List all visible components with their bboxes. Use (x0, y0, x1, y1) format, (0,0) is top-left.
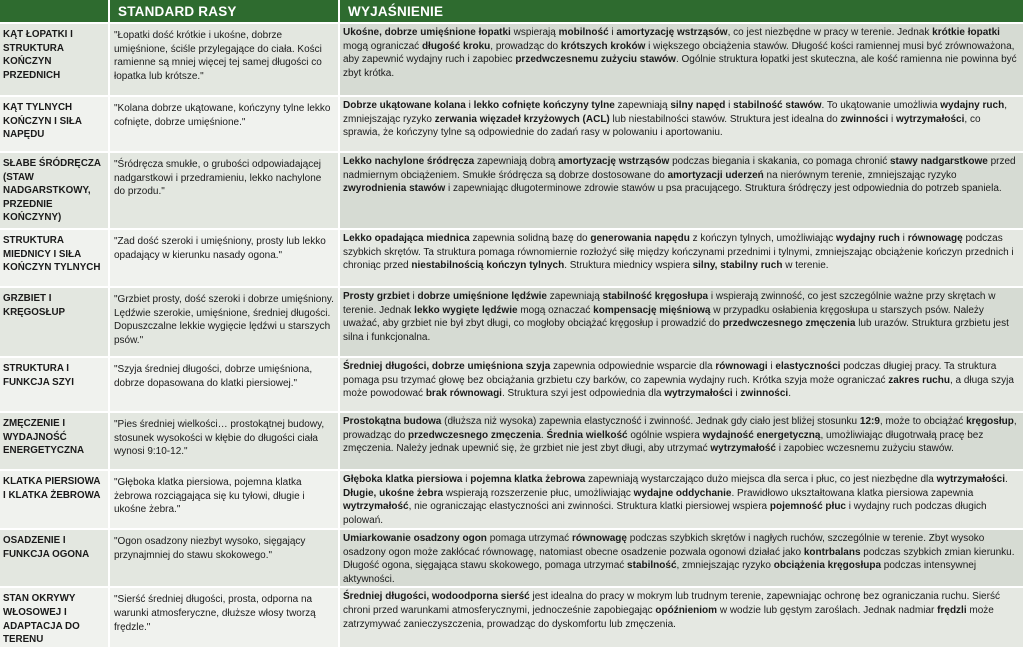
table-row (0, 411, 1023, 469)
explanation-emphasis: silny napęd (670, 100, 726, 111)
explanation-text: i wydajny ruch podczas długich polowań. (343, 501, 987, 526)
explanation-emphasis: pojemna klatka żebrowa (470, 474, 586, 485)
explanation-text: i zapewniając długoterminowe zdrowie stawów u psa pracującego. Struktura śródręczy jest odpowiednia do potrzeb spaniela. (445, 183, 1002, 195)
row-explanation (340, 411, 1023, 469)
explanation-text: może zatrzymywać zanieczyszczenia, prowadząc do dyskomfortu lub zmęczenia. (343, 604, 994, 630)
table-row (0, 469, 1023, 528)
row-explanation (340, 356, 1023, 411)
explanation-text: podczas szybkich skrętów. Ta struktura pomaga równomiernie rozłożyć siłę między kończynami przednimi i tylnymi, zmniejszając obciążenie kończyn przednich i chroniąc przed (343, 233, 1014, 272)
explanation-text: . Struktura szyi jest odpowiednia dla (501, 388, 665, 400)
explanation-text: i wspierają zwinność, co jest szczególnie ważne przy skrętach w terenie. Jednak (343, 291, 996, 316)
explanation-text: , prowadząc do (343, 416, 1017, 441)
explanation-emphasis: wydajny ruch (836, 233, 900, 244)
explanation-emphasis: generowania napędu (590, 233, 690, 244)
explanation-text: i (767, 361, 776, 372)
row-category: STAN OKRYWY WŁOSOWEJ I ADAPTACJA DO TERENU (0, 586, 110, 646)
explanation-emphasis: stabilność (627, 560, 677, 572)
explanation-emphasis: mobilność (558, 27, 609, 38)
row-category: ZMĘCZENIE I WYDAJNOŚĆ ENERGETYCZNA (0, 411, 110, 469)
explanation-text: i (732, 388, 741, 400)
table-row (0, 356, 1023, 411)
explanation-text: podczas szybkich skrętów i nagłych ruchów, szczególnie w terenie. Zbyt wysoko osadzony ogon może zakłócać równowagę, natomiast obecne osadzenie pozwala ogonowi działać jako (343, 533, 985, 558)
explanation-emphasis: niestabilnością kończyn tylnych (411, 260, 565, 272)
explanation-text: . (788, 388, 791, 400)
explanation-text: podczas szybkich zmian kierunku. Długość ogona, sięgająca stawu skokowego, pomaga utrzymać (343, 546, 1015, 572)
explanation-text: i (725, 100, 734, 111)
explanation-text: (dłuższa niż wysoka) zapewnia elastyczność i zwinność. Jednak gdy ciało jest bliżej stosunku (441, 416, 860, 427)
explanation-text: zapewniają wystarczająco dużo miejsca dla serca i płuc, co jest niezbędne dla (585, 474, 937, 485)
row-standard: "Głęboka klatka piersiowa, pojemna klatka żebrowa rozciągająca się ku tyłowi, długie i ukośne żebra." (110, 469, 340, 528)
explanation-text: i (465, 100, 474, 111)
row-standard: "Kolana dobrze ukątowane, kończyny tylne lekko cofnięte, dobrze umięśnione." (110, 95, 340, 151)
explanation-text: przed nadmiernym obciążeniem. Smukłe śródręcza są dobrze dostosowane do (343, 156, 1016, 181)
explanation-text: zapewniają dobrą (474, 156, 559, 167)
explanation-emphasis: 12:9 (859, 416, 880, 427)
row-standard: "Pies średniej wielkości… prostokątnej budowy, stosunek wysokości w kłębie do długości ciała wynosi 9:10-12." (110, 411, 340, 469)
explanation-emphasis: zwinności (740, 388, 789, 400)
explanation-emphasis: wytrzymałość (710, 443, 776, 455)
explanation-text: , a długa szyja może powodować (343, 374, 1014, 400)
explanation-text: zapewnia solidną bazę do (469, 233, 591, 244)
explanation-text: na nierównym terenie, zmniejszając ryzyko (763, 169, 957, 181)
explanation-emphasis: przedwczesnemu zużyciu stawów (515, 54, 676, 66)
explanation-text: podczas długiej pracy. Ta struktura pomaga psu trzymać głowę bez obciążania grzbietu czy barków, co zapewnia wydajny ruch. Krótka szyja może ograniczać (343, 361, 997, 386)
explanation-emphasis: Ukośne, dobrze umięśnione łopatki (343, 27, 511, 38)
explanation-emphasis: brak równowagi (425, 388, 502, 400)
explanation-text: i (608, 27, 617, 38)
explanation-text: lub urazów. Struktura grzbietu jest silna i funkcjonalna. (343, 318, 1009, 343)
explanation-emphasis: Długie, ukośne żebra (343, 487, 444, 499)
explanation-text: zapewnia odpowiednie wsparcie dla (550, 361, 716, 372)
explanation-text: , umożliwiając długotrwałą pracę bez zmęczenia. Należy jednak upewnić się, że grzbiet nie jest zbyt długi, aby utrzymać (343, 429, 984, 455)
header-explanation: WYJAŚNIENIE (340, 0, 1023, 22)
row-category: STRUKTURA I FUNKCJA SZYI (0, 356, 110, 411)
explanation-emphasis: wytrzymałości (896, 113, 965, 125)
explanation-emphasis: kompensację mięśniową (593, 304, 711, 316)
explanation-text: lub niestabilności stawów. Struktura jest idealna do (609, 113, 841, 125)
row-explanation (340, 469, 1023, 528)
explanation-emphasis: Dobrze ukątowane kolana (343, 100, 466, 111)
explanation-emphasis: Prosty grzbiet (343, 291, 410, 302)
explanation-text: mogą oznaczać (517, 304, 594, 316)
explanation-text: w terenie. (782, 260, 829, 272)
row-category: GRZBIET I KRĘGOSŁUP (0, 286, 110, 356)
explanation-text: , co jest niezbędne w pracy w terenie. Jednak (727, 27, 933, 38)
explanation-emphasis: zwinności (840, 113, 889, 125)
header-standard: STANDARD RASY (110, 0, 340, 22)
explanation-emphasis: równowagę (571, 533, 627, 544)
explanation-emphasis: frędzli (937, 604, 967, 616)
explanation-emphasis: amortyzacji uderzeń (667, 169, 764, 181)
table-row (0, 151, 1023, 228)
table-row (0, 22, 1023, 95)
row-category: OSADZENIE I FUNKCJA OGONA (0, 528, 110, 586)
explanation-text: i (899, 233, 908, 244)
explanation-text: podczas biegania i skakania, co pomaga chronić (669, 156, 890, 167)
explanation-emphasis: Średnia wielkość (546, 429, 628, 441)
explanation-emphasis: Umiarkowanie osadzony ogon (343, 533, 487, 544)
explanation-text: . (540, 429, 547, 441)
explanation-emphasis: silny, stabilny ruch (692, 260, 783, 272)
explanation-text: , prowadząc do (490, 40, 561, 52)
explanation-text: . (1005, 474, 1008, 485)
explanation-text: pomaga utrzymać (486, 533, 572, 544)
explanation-emphasis: wytrzymałość (343, 501, 409, 513)
row-explanation (340, 151, 1023, 228)
row-explanation (340, 528, 1023, 586)
row-category: KĄT ŁOPATKI I STRUKTURA KOŃCZYN PRZEDNICH (0, 22, 110, 95)
explanation-emphasis: stawy nadgarstkowe (890, 156, 988, 167)
row-category: KLATKA PIERSIOWA I KLATKA ŻEBROWA (0, 469, 110, 528)
explanation-emphasis: Głęboka klatka piersiowa (343, 474, 463, 485)
explanation-emphasis: amortyzację wstrząsów (616, 27, 728, 38)
explanation-emphasis: wytrzymałości (664, 388, 733, 400)
explanation-emphasis: przedwczesnego zmęczenia (408, 429, 541, 441)
row-explanation (340, 95, 1023, 151)
table-row (0, 95, 1023, 151)
row-explanation (340, 228, 1023, 286)
explanation-text: i (462, 474, 471, 485)
explanation-emphasis: wydajne oddychanie (633, 487, 732, 499)
explanation-text: , co sprawia, że kończyny tylne są odpowiednie do zadań rasy w polowaniu i aportowaniu. (343, 113, 981, 139)
explanation-text: . Ogólnie struktura łopatki jest skuteczna, ale kość ramienna nie powinna być zbyt krótka. (343, 54, 1017, 79)
row-explanation (340, 22, 1023, 95)
explanation-text: i (409, 291, 418, 302)
explanation-emphasis: pojemność płuc (769, 501, 846, 513)
explanation-emphasis: równowagi (715, 361, 768, 372)
row-category: SŁABE ŚRÓDRĘCZA (STAW NADGARSTKOWY, PRZEDNIE KOŃCZYNY) (0, 151, 110, 228)
explanation-text: zapewniają (614, 100, 671, 111)
explanation-emphasis: stabilność kręgosłupa (602, 291, 709, 302)
explanation-emphasis: kontrbalans (803, 546, 861, 558)
row-standard: "Śródręcza smukłe, o grubości odpowiadającej nadgarstkowi i przedramieniu, lekko nachylone do przodu." (110, 151, 340, 228)
explanation-emphasis: kręgosłup (966, 416, 1014, 427)
row-standard: "Ogon osadzony niezbyt wysoko, sięgający przynajmniej do stawu skokowego." (110, 528, 340, 586)
explanation-text: . To ukątowanie umożliwia (821, 100, 941, 111)
table-row (0, 586, 1023, 646)
row-standard: "Sierść średniej długości, prosta, odporna na warunki atmosferyczne, dłuższe włosy tworzą frędzle." (110, 586, 340, 646)
explanation-emphasis: obciążenia kręgosłupa (773, 560, 882, 572)
explanation-emphasis: lekko wygięte lędźwie (414, 304, 518, 316)
row-explanation (340, 586, 1023, 646)
explanation-text: i zapobiec wczesnemu zużyciu stawów. (776, 443, 954, 455)
explanation-emphasis: opóźnieniom (655, 604, 718, 616)
explanation-text: . Struktura miednicy wspiera (564, 260, 693, 272)
explanation-emphasis: krótkie łopatki (932, 27, 1000, 38)
explanation-text: ogólnie wspiera (627, 429, 703, 441)
explanation-emphasis: Średniej długości, wodoodporna sierść (343, 591, 530, 603)
explanation-emphasis: Średniej długości, dobrze umięśniona szyja (343, 361, 551, 372)
header-category (0, 0, 110, 22)
table-row (0, 286, 1023, 356)
explanation-text: mogą ograniczać (343, 40, 422, 52)
explanation-text: w przypadku osłabienia kręgosłupa u starszych psów. Należy uważać, aby grzbiet nie był zbyt długi, co mogłoby obciążać kręgosłup i prowadzić do (343, 304, 984, 330)
explanation-text: z kończyn tylnych, umożliwiając (689, 233, 836, 244)
explanation-text: i większego obciążenia stawów. Długość kości ramiennej musi być zrównoważona, aby zapewnić wydajny ruch i zapobiec (343, 40, 1015, 66)
explanation-text: podczas intensywnej aktywności. (343, 560, 977, 585)
explanation-text: jest idealna do pracy w mokrym lub trudnym terenie, zapewniając ochronę bez ograniczania ruchu. Sierść chroni przed warunkami atmosferycznymi, jednocześnie zapobiegając (343, 591, 1000, 616)
explanation-text: . Prawidłowo ukształtowana klatka piersiowa zapewnia (731, 487, 974, 499)
explanation-text: zapewniają (546, 291, 603, 302)
explanation-emphasis: stabilność stawów (733, 100, 822, 111)
explanation-emphasis: zerwania więzadeł krzyżowych (ACL) (434, 113, 610, 125)
explanation-text: , zmniejszając ryzyko (343, 100, 1007, 125)
row-explanation (340, 286, 1023, 356)
explanation-emphasis: amortyzację wstrząsów (558, 156, 670, 167)
explanation-emphasis: wytrzymałości (936, 474, 1005, 485)
explanation-emphasis: przedwczesnego zmęczenia (722, 318, 856, 330)
explanation-text: , zmniejszając ryzyko (676, 560, 774, 572)
explanation-emphasis: równowagę (907, 233, 963, 244)
explanation-emphasis: Prostokątna budowa (343, 416, 442, 427)
row-standard: "Zad dość szeroki i umięśniony, prosty lub lekko opadający w kierunku nasady ogona." (110, 228, 340, 286)
explanation-emphasis: lekko cofnięte kończyny tylne (473, 100, 615, 111)
explanation-text: wspierają (510, 27, 559, 38)
explanation-emphasis: zwyrodnienia stawów (343, 183, 446, 195)
explanation-text: wspierają rozszerzenie płuc, umożliwiając (443, 487, 634, 499)
explanation-text: w wodzie lub gęstym zaroślach. Jednak nadmiar (717, 604, 938, 616)
explanation-emphasis: dobrze umięśnione lędźwie (417, 291, 547, 302)
row-standard: "Grzbiet prosty, dość szeroki i dobrze umięśniony. Lędźwie szerokie, umięśnione, średniej długości. Dopuszczalne lekkie wygięcie lędźwi u starszych psów." (110, 286, 340, 356)
row-standard: "Łopatki dość krótkie i ukośne, dobrze umięśnione, ściśle przylegające do ciała. Kości ramienne są mniej więcej tej samej długości co łopatka lub krótsze." (110, 22, 340, 95)
explanation-emphasis: wydajność energetyczną (702, 429, 821, 441)
table-row (0, 228, 1023, 286)
row-category: STRUKTURA MIEDNICY I SIŁA KOŃCZYN TYLNYCH (0, 228, 110, 286)
row-category: KĄT TYLNYCH KOŃCZYN I SIŁA NAPĘDU (0, 95, 110, 151)
explanation-emphasis: wydajny ruch (940, 100, 1005, 111)
explanation-text: i (888, 113, 897, 125)
explanation-emphasis: długość kroku (421, 40, 491, 52)
explanation-emphasis: Lekko nachylone śródręcza (343, 156, 475, 167)
explanation-text: , nie ograniczając elastyczności ani zwinności. Struktura klatki piersiowej wspiera (408, 501, 770, 513)
explanation-emphasis: krótszych kroków (560, 40, 646, 52)
explanation-emphasis: zakres ruchu (888, 374, 950, 386)
explanation-emphasis: elastyczności (775, 361, 841, 372)
explanation-emphasis: Lekko opadająca miednica (343, 233, 470, 244)
header-row (0, 0, 1023, 22)
table-row (0, 528, 1023, 586)
explanation-text: , może to obciążać (879, 416, 967, 427)
row-standard: "Szyja średniej długości, dobrze umięśniona, dobrze dopasowana do klatki piersiowej." (110, 356, 340, 411)
